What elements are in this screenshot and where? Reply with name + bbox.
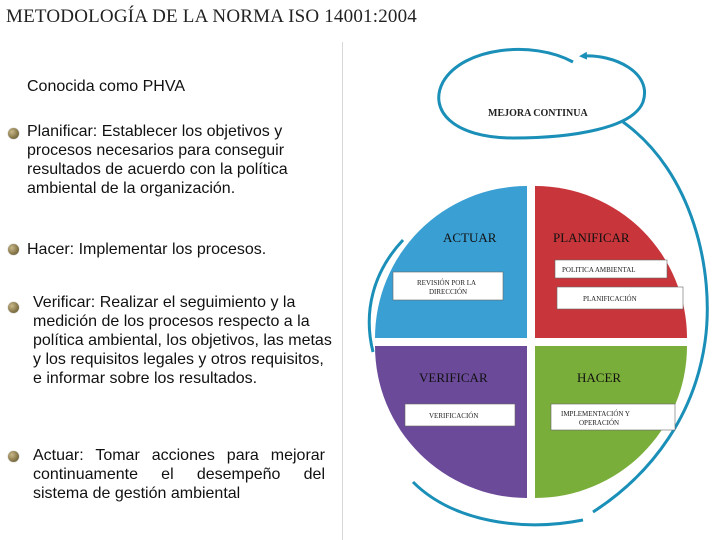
implementacion-label-2: OPERACIÓN xyxy=(579,419,620,427)
improvement-loop-arrow xyxy=(439,49,645,138)
bullet-verificar: Verificar: Realizar el seguimiento y la medición de los procesos respecto a la política ambiental, los objetivos, las metas y los requisitos legales y otros requisitos, e informar sobre los resultados. xyxy=(33,294,332,387)
verificar-label: VERIFICAR xyxy=(419,370,488,385)
actuar-label: ACTUAR xyxy=(443,230,497,245)
bullet-hacer: Hacer: Implementar los procesos. xyxy=(27,241,267,258)
bullet-icon xyxy=(8,302,19,313)
implementacion-label-1: IMPLEMENTACIÓN Y xyxy=(561,410,630,418)
planificacion-label: PLANIFICACIÓN xyxy=(583,295,637,303)
revision-label-1: REVISIÓN POR LA xyxy=(417,279,477,287)
planificar-label: PLANIFICAR xyxy=(553,230,630,245)
revision-label-2: DIRECCIÓN xyxy=(429,288,468,296)
hacer-label: HACER xyxy=(577,370,622,385)
mejora-continua-label: MEJORA CONTINUA xyxy=(488,108,588,119)
phva-cycle-svg xyxy=(343,42,720,540)
bullet-actuar: Actuar: Tomar acciones para mejorar continuamente el desempeño del sistema de gestión ambiental xyxy=(33,447,325,502)
phva-diagram xyxy=(342,42,720,540)
bullet-icon xyxy=(8,244,19,255)
verificacion-label: VERIFICACIÓN xyxy=(429,412,479,420)
bullet-icon xyxy=(8,451,19,462)
politica-label: POLITICA AMBIENTAL xyxy=(562,266,636,274)
quadrant-actuar xyxy=(375,186,527,338)
bullet-icon xyxy=(8,128,19,139)
page-title: METODOLOGÍA DE LA NORMA ISO 14001:2004 xyxy=(6,6,418,27)
subtitle: Conocida como PHVA xyxy=(27,78,185,95)
bullet-planificar: Planificar: Establecer los objetivos y procesos necesarios para conseguir resultados de acuerdo con la política ambiental de la organización. xyxy=(27,123,288,197)
